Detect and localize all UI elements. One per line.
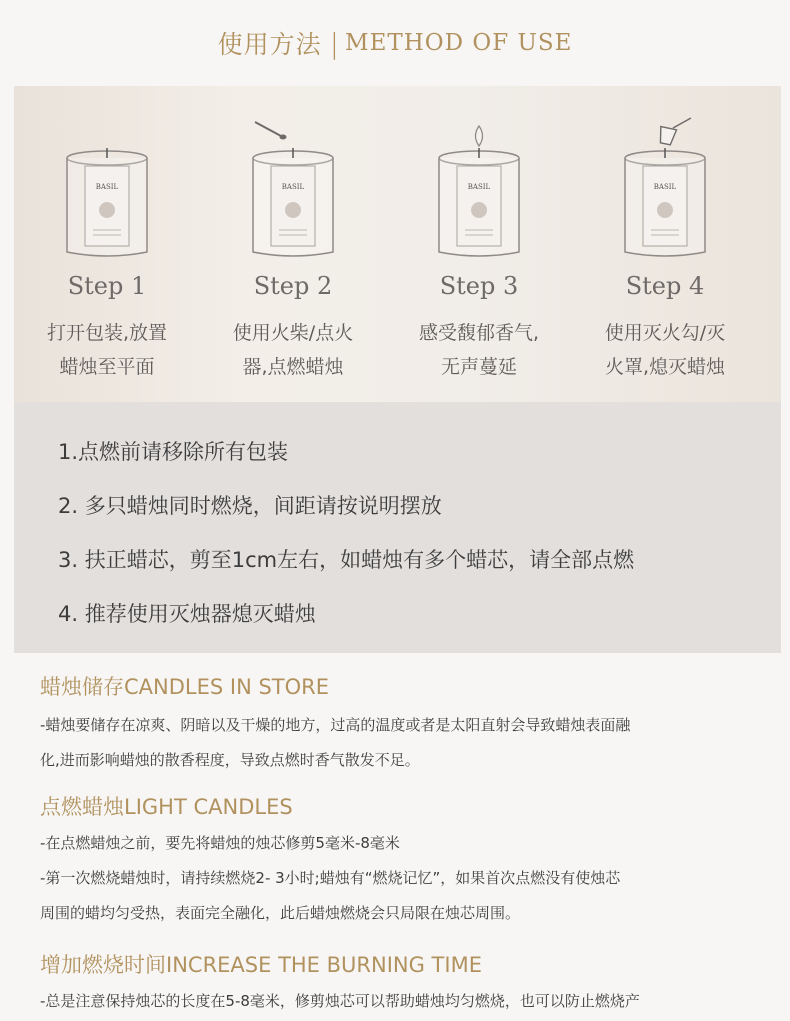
title-en: METHOD OF USE xyxy=(345,30,573,56)
step-title: Step 3 xyxy=(439,272,519,300)
title-cn: 使用方法 xyxy=(217,30,322,59)
step-description: 使用灭火勾/灭 火罩,熄灭蜡烛 xyxy=(604,322,726,378)
notes-panel xyxy=(14,402,781,653)
note-item: 2. 多只蜡烛同时燃烧，间距请按说明摆放 xyxy=(58,494,442,518)
note-item: 1.点燃前请移除所有包装 xyxy=(58,440,289,464)
flame-icon xyxy=(476,126,483,146)
step-description: 感受馥郁香气, 无声蔓延 xyxy=(418,322,540,378)
steps-band xyxy=(14,86,781,402)
candle-jar-icon xyxy=(245,114,341,264)
section-burning-time xyxy=(40,950,770,1019)
section-text: -在点燃蜡烛之前，要先将蜡烛的烛芯修剪5毫米-8毫米 xyxy=(40,834,400,852)
step-description: 打开包装,放置 蜡烛至平面 xyxy=(46,322,168,378)
candle-label: BASIL xyxy=(281,183,305,191)
candle-jar-icon xyxy=(59,114,155,264)
title-separator: | xyxy=(329,26,340,60)
section-heading: 蜡烛储存CANDLES IN STORE xyxy=(40,675,330,699)
section-text: 化,进而影响蜡烛的散香程度，导致点燃时香气散发不足。 xyxy=(40,751,420,769)
section-heading: 点燃蜡烛LIGHT CANDLES xyxy=(40,795,293,819)
page-header xyxy=(0,0,790,86)
step-title: Step 4 xyxy=(625,272,705,300)
step-3 xyxy=(386,86,572,402)
candle-label: BASIL xyxy=(653,183,677,191)
snuffer-icon xyxy=(658,118,691,145)
section-store xyxy=(40,672,770,778)
match-icon xyxy=(255,122,287,140)
step-1 xyxy=(14,86,200,402)
candle-label: BASIL xyxy=(95,183,119,191)
section-text: 周围的蜡均匀受热，表面完全融化，此后蜡烛燃烧会只局限在烛芯周围。 xyxy=(40,904,521,922)
step-title: Step 1 xyxy=(67,272,147,300)
candle-label: BASIL xyxy=(467,183,491,191)
section-light xyxy=(40,792,770,931)
note-item: 3. 扶正蜡芯，剪至1cm左右，如蜡烛有多个蜡芯，请全部点燃 xyxy=(58,548,635,572)
step-2 xyxy=(200,86,386,402)
step-description: 使用火柴/点火 器,点燃蜡烛 xyxy=(232,322,354,378)
section-text: -总是注意保持烛芯的长度在5-8毫米，修剪烛芯可以帮助蜡烛均匀燃烧，也可以防止燃烧产 xyxy=(40,992,640,1010)
section-text: -蜡烛要储存在凉爽、阴暗以及干燥的地方，过高的温度或者是太阳直射会导致蜡烛表面融 xyxy=(40,716,631,734)
step-4 xyxy=(572,86,758,402)
section-heading: 增加燃烧时间INCREASE THE BURNING TIME xyxy=(40,953,482,977)
section-text: -第一次燃烧蜡烛时，请持续燃烧2- 3小时;蜡烛有“燃烧记忆”，如果首次点燃没有使烛芯 xyxy=(40,869,621,887)
candle-jar-icon xyxy=(431,114,527,264)
step-title: Step 2 xyxy=(253,272,333,300)
candle-jar-icon xyxy=(617,114,713,264)
note-item: 4. 推荐使用灭烛器熄灭蜡烛 xyxy=(58,602,316,626)
